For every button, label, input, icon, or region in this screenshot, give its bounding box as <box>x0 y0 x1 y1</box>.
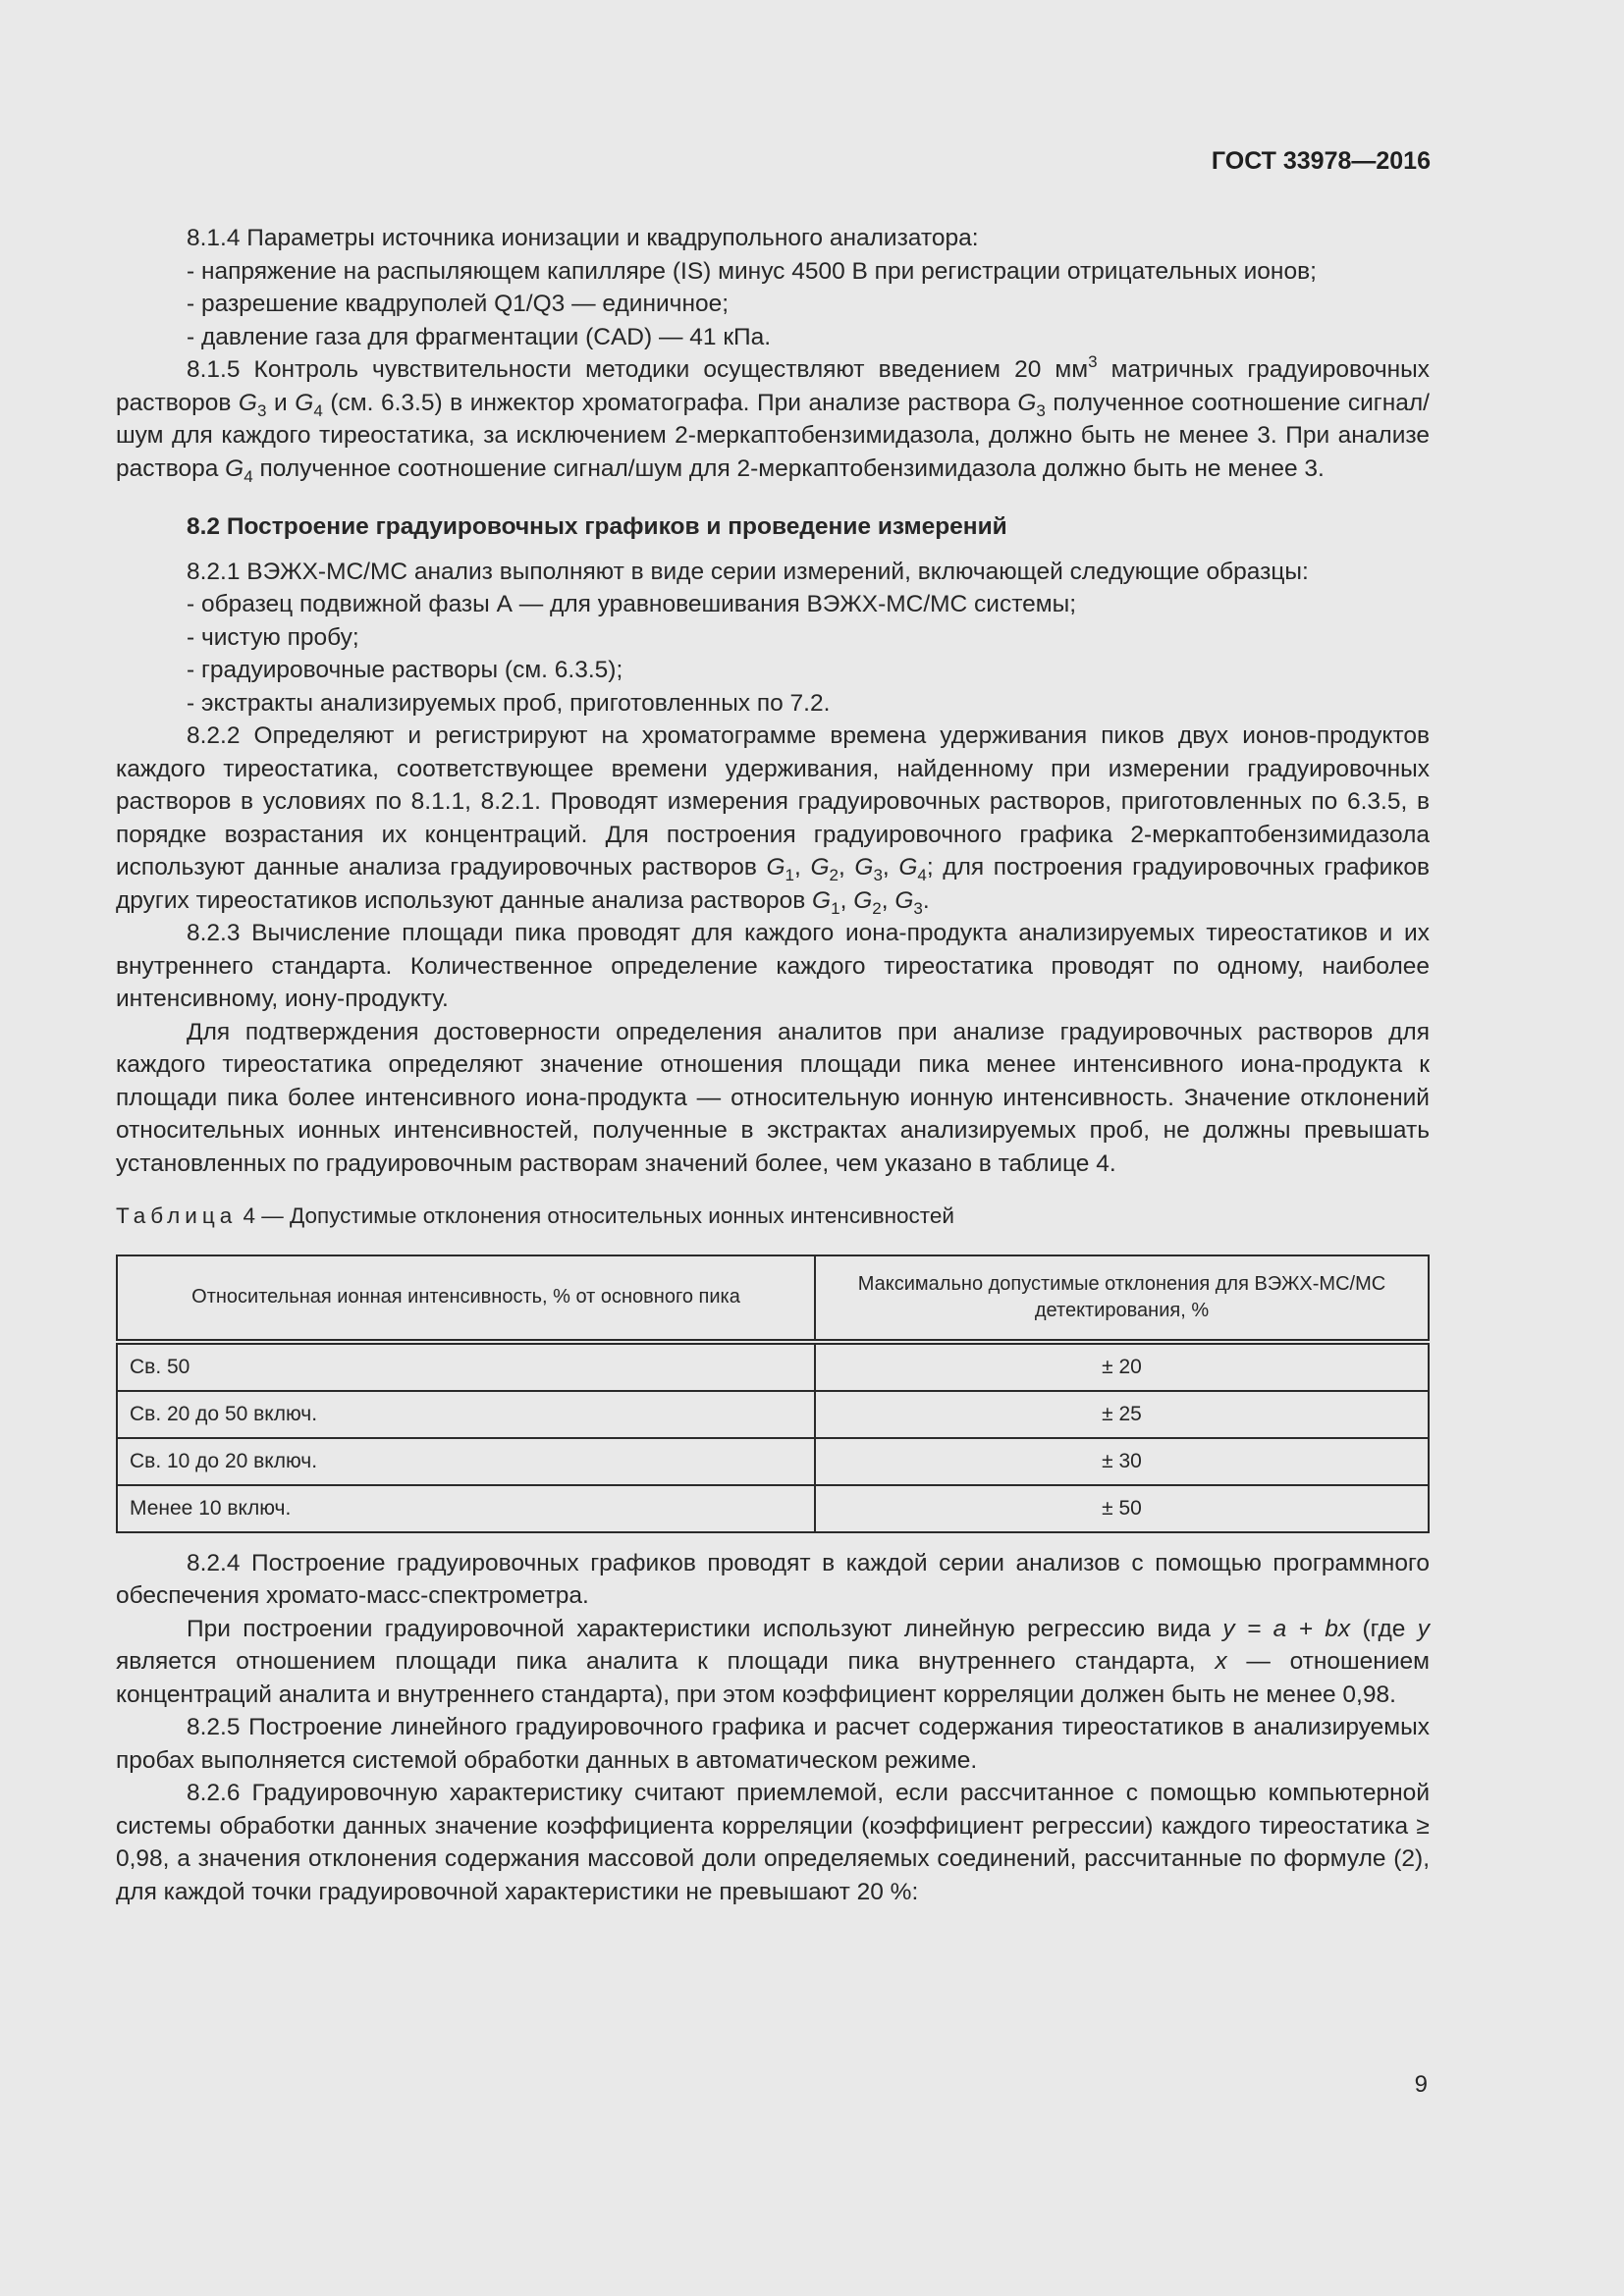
table-header-cell: Относительная ионная интенсивность, % от основного пика <box>117 1255 815 1342</box>
list-item: - давление газа для фрагментации (CAD) — 41 кПа. <box>187 323 772 350</box>
list-item: - напряжение на распыляющем капилляре (IS) минус 4500 В при регистрации отрицательных ионов; <box>187 257 1317 285</box>
list-item: - чистую пробу; <box>187 623 359 651</box>
table-cell: ± 30 <box>815 1438 1429 1485</box>
table-cell: ± 50 <box>815 1485 1429 1532</box>
table-row <box>117 1438 1429 1485</box>
paragraph-regression: При построении градуировочной характеристики используют линейную регрессию вида y = a + bx (где y является отношением площади пика аналита к площади пика внутреннего стандарта, x — отношением концентраций аналита и внутреннего стандарта), при этом коэффициент корреляции должен быть не менее 0,98. <box>116 1615 1430 1708</box>
list-item: - разрешение квадруполей Q1/Q3 — единичное; <box>187 291 730 317</box>
paragraph-8-2-6: 8.2.6 Градуировочную характеристику считают приемлемой, если рассчитанное с помощью компьютерной системы обработки данных значение коэффициента корреляции (коэффициент регрессии) каждого тиреостатика ≥ 0,98, а значения отклонения содержания массовой доли определяемых соединений, рассчитанные по формуле (2), для каждой точки градуировочной характеристики не превышают 20 %: <box>116 1780 1430 1905</box>
list-item: - градуировочные растворы (см. 6.3.5); <box>187 657 623 683</box>
paragraph-8-2-5: 8.2.5 Построение линейного градуировочного графика и расчет содержания тиреостатиков в анализируемых пробах выполняется системой обработки данных в автоматическом режиме. <box>116 1714 1430 1774</box>
table-row <box>117 1485 1429 1532</box>
page-number: 9 <box>1414 2071 1428 2098</box>
paragraph-8-1-5: 8.1.5 Контроль чувствительности методики осуществляют введением 20 $мм^3$ матричных градуировочных растворов $G_3$ и $G_4$ (см. 6.3.5) в инжектор хроматографа. При анализе раствора $G_3$ полученное соотношение сигнал/шум для каждого тиреостатика, за исключением 2-меркаптобензимидазола, должно быть не менее 3. При анализе раствора $G_4$ полученное соотношение сигнал/шум для 2-меркаптобензимидазола должно быть не менее 3. <box>116 352 1430 486</box>
table-row <box>117 1342 1429 1391</box>
list-item: - образец подвижной фазы А — для уравновешивания ВЭЖХ-МС/МС системы; <box>187 591 1077 617</box>
paragraph-8-2-4: 8.2.4 Построение градуировочных графиков проводят в каждой серии анализов с помощью программного обеспечения хромато-масс-спектрометра. <box>116 1549 1430 1609</box>
paragraph-8-2-2: 8.2.2 Определяют и регистрируют на хроматограмме времена удерживания пиков двух ионов-продуктов каждого тиреостатика, соответствующее времени удерживания, найденному при измерении градуировочных растворов в условиях по 8.1.1, 8.2.1. Проводят измерения градуировочных растворов, приготовленных по 6.3.5, в порядке возрастания их концентраций. Для построения градуировочного графика 2-меркаптобензимидазола используют данные анализа градуировочных растворов $G_1$, $G_2$, $G_3$, $G_4$; для построения градуировочных графиков других тиреостатиков используют данные анализа растворов $G_1$, $G_2$, $G_3$. <box>116 722 1430 918</box>
document-body <box>116 222 1430 1908</box>
paragraph-ion-intensity: Для подтверждения достоверности определения аналитов при анализе градуировочных растворов для каждого тиреостатика определяют значение отношения площади пика менее интенсивного иона-продукта к площади пика более интенсивного иона-продукта — относительную ионную интенсивность. Значение отклонений относительных ионных интенсивностей, полученные в экстрактах анализируемых проб, не должны превышать установленных по градуировочным растворам значений более, чем указано в таблице 4. <box>116 1018 1430 1177</box>
section-heading-8-2: 8.2 Построение градуировочных графиков и проведение измерений <box>187 513 1007 540</box>
paragraph-8-2-3: 8.2.3 Вычисление площади пика проводят для каждого иона-продукта анализируемых тиреостатиков и их внутреннего стандарта. Количественное определение каждого тиреостатика проводят по одному, наиболее интенсивному, иону-продукту. <box>116 920 1430 1012</box>
ion-intensity-table <box>116 1255 1430 1533</box>
table-cell: Св. 20 до 50 включ. <box>117 1391 815 1438</box>
table-cell: Св. 50 <box>117 1342 815 1391</box>
table-cell: ± 20 <box>815 1342 1429 1391</box>
table-cell: ± 25 <box>815 1391 1429 1438</box>
table-row <box>117 1391 1429 1438</box>
table-header-cell: Максимально допустимые отклонения для ВЭЖХ-МС/МС детектирования, % <box>815 1255 1429 1342</box>
paragraph-8-2-1: 8.2.1 ВЭЖХ-МС/МС анализ выполняют в виде серии измерений, включающей следующие образцы: <box>187 558 1309 585</box>
table-caption: Таблица 4 — Допустимые отклонения относительных ионных интенсивностей <box>116 1203 954 1228</box>
table-cell: Св. 10 до 20 включ. <box>117 1438 815 1485</box>
paragraph-8-1-4: 8.1.4 Параметры источника ионизации и квадрупольного анализатора: <box>187 225 979 251</box>
list-item: - экстракты анализируемых проб, приготовленных по 7.2. <box>187 689 831 717</box>
table-header-row <box>117 1255 1429 1342</box>
document-standard-id: ГОСТ 33978—2016 <box>1211 147 1431 175</box>
table-cell: Менее 10 включ. <box>117 1485 815 1532</box>
